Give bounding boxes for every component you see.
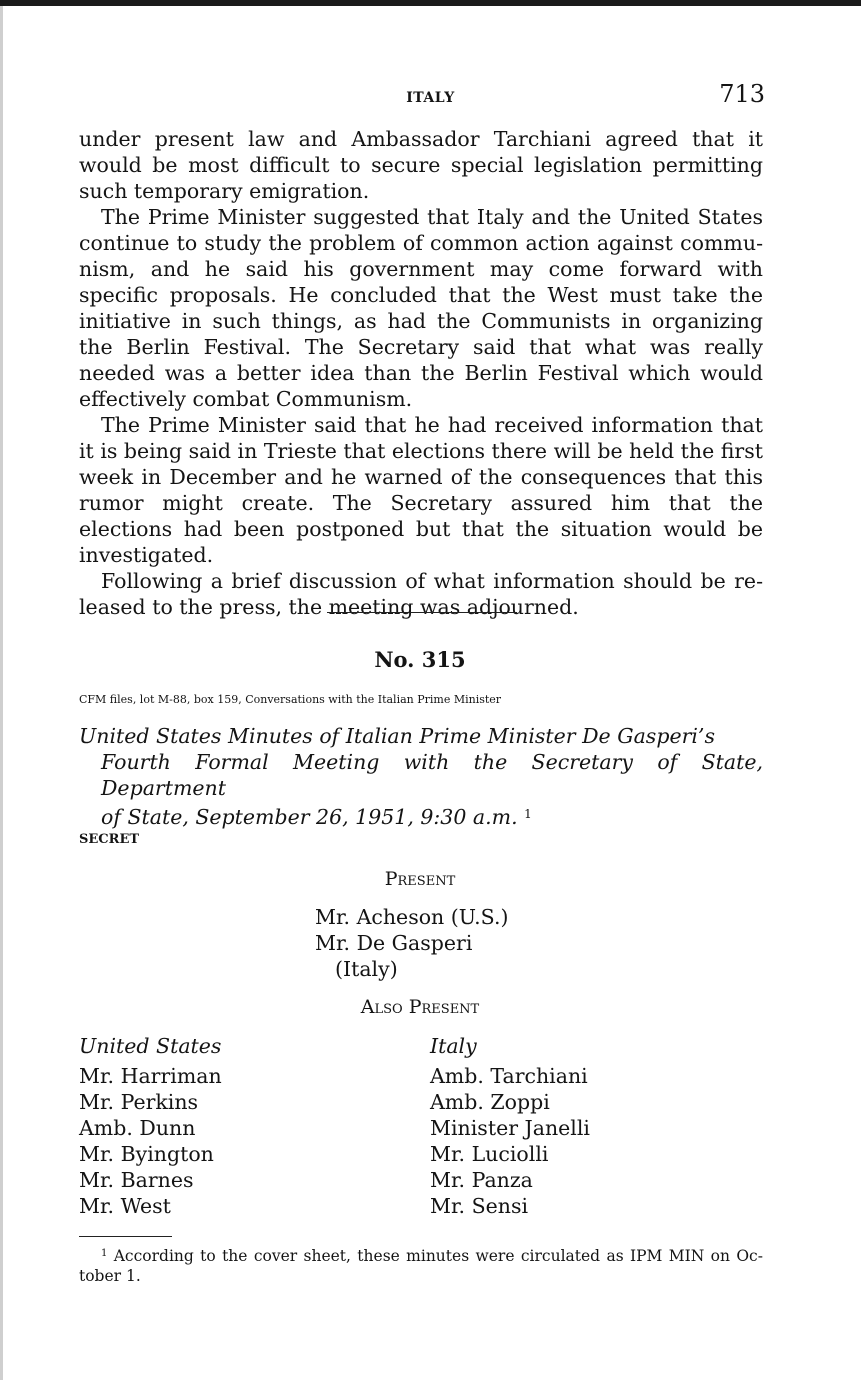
- attendee: Mr. Acheson (U.S.): [315, 905, 509, 929]
- paragraph: The Prime Minister suggested that Italy and the United States continue to study the problem of common action against communism, and he said his government may come forward with specific proposals. He concluded that the West must take the initiative in such things, as had the Communists in organizing the Berlin Festival. The Secretary said that what was really needed was a better idea than the Berlin Festival which would effectively combat Communism.: [79, 205, 763, 411]
- list-item: Mr. Panza: [430, 1168, 533, 1192]
- united-states-column: [79, 1033, 222, 1219]
- present-heading: Present: [384, 868, 456, 890]
- document-title: [79, 723, 763, 830]
- paragraph: The Prime Minister said that he had received information that it is being said in Trieste that elections there will be held the first week in December and he warned of the consequences that this rumor might create. The Secretary assured him that the elections had been postponed but that the situation would be investigated.: [79, 413, 763, 567]
- list-item: Mr. Harriman: [79, 1064, 222, 1088]
- paragraph-continued: under present law and Ambassador Tarchiani agreed that it would be most difficult to secure special legislation permitting such temporary emigration.: [79, 127, 763, 203]
- list-item: Mr. Byington: [79, 1142, 214, 1166]
- footnote-marker: 1: [101, 1248, 108, 1259]
- document-number: No. 315: [374, 647, 466, 672]
- title-line: United States Minutes of Italian Prime Minister De Gasperi’s: [79, 724, 715, 748]
- column-heading: United States: [79, 1034, 222, 1058]
- paragraph: Following a brief discussion of what information should be released to the press, the meeting was adjourned.: [79, 569, 763, 619]
- italy-column: [430, 1033, 590, 1219]
- body-text: [79, 126, 763, 620]
- list-item: Amb. Zoppi: [430, 1090, 550, 1114]
- attendee: Mr. De Gasperi: [315, 931, 473, 955]
- footnote-text: According to the cover sheet, these minutes were circulated as IPM MIN on October 1.: [79, 1247, 763, 1285]
- list-item: Mr. Sensi: [430, 1194, 529, 1218]
- running-title: ITALY: [406, 90, 455, 106]
- title-line-last: [79, 801, 763, 830]
- list-item: Mr. West: [79, 1194, 171, 1218]
- list-item: Mr. Perkins: [79, 1090, 199, 1114]
- list-item: Mr. Luciolli: [430, 1142, 549, 1166]
- present-list: [315, 904, 509, 982]
- attendee-list: [430, 1063, 590, 1219]
- title-line: Fourth Formal Meeting with the Secretary of State, Department: [101, 750, 763, 800]
- footnote-reference: 1: [524, 807, 532, 821]
- list-item: Amb. Dunn: [79, 1116, 196, 1140]
- list-item: Mr. Barnes: [79, 1168, 194, 1192]
- also-present-heading: Also Present: [360, 996, 480, 1018]
- footnote: [79, 1244, 763, 1286]
- column-heading: Italy: [430, 1034, 477, 1058]
- source-note: CFM files, lot M-88, box 159, Conversations with the Italian Prime Minister: [79, 693, 502, 706]
- attendee-list: [79, 1063, 222, 1219]
- footnote-divider: [79, 1236, 172, 1237]
- list-item: Amb. Tarchiani: [430, 1064, 588, 1088]
- title-line-text: of State, September 26, 1951, 9:30 a.m.: [101, 805, 518, 829]
- section-divider: [327, 612, 517, 613]
- classification-label: SECRET: [79, 832, 140, 847]
- page-number: 713: [719, 80, 765, 108]
- list-item: Minister Janelli: [430, 1116, 590, 1140]
- attendee-country: (Italy): [335, 957, 398, 981]
